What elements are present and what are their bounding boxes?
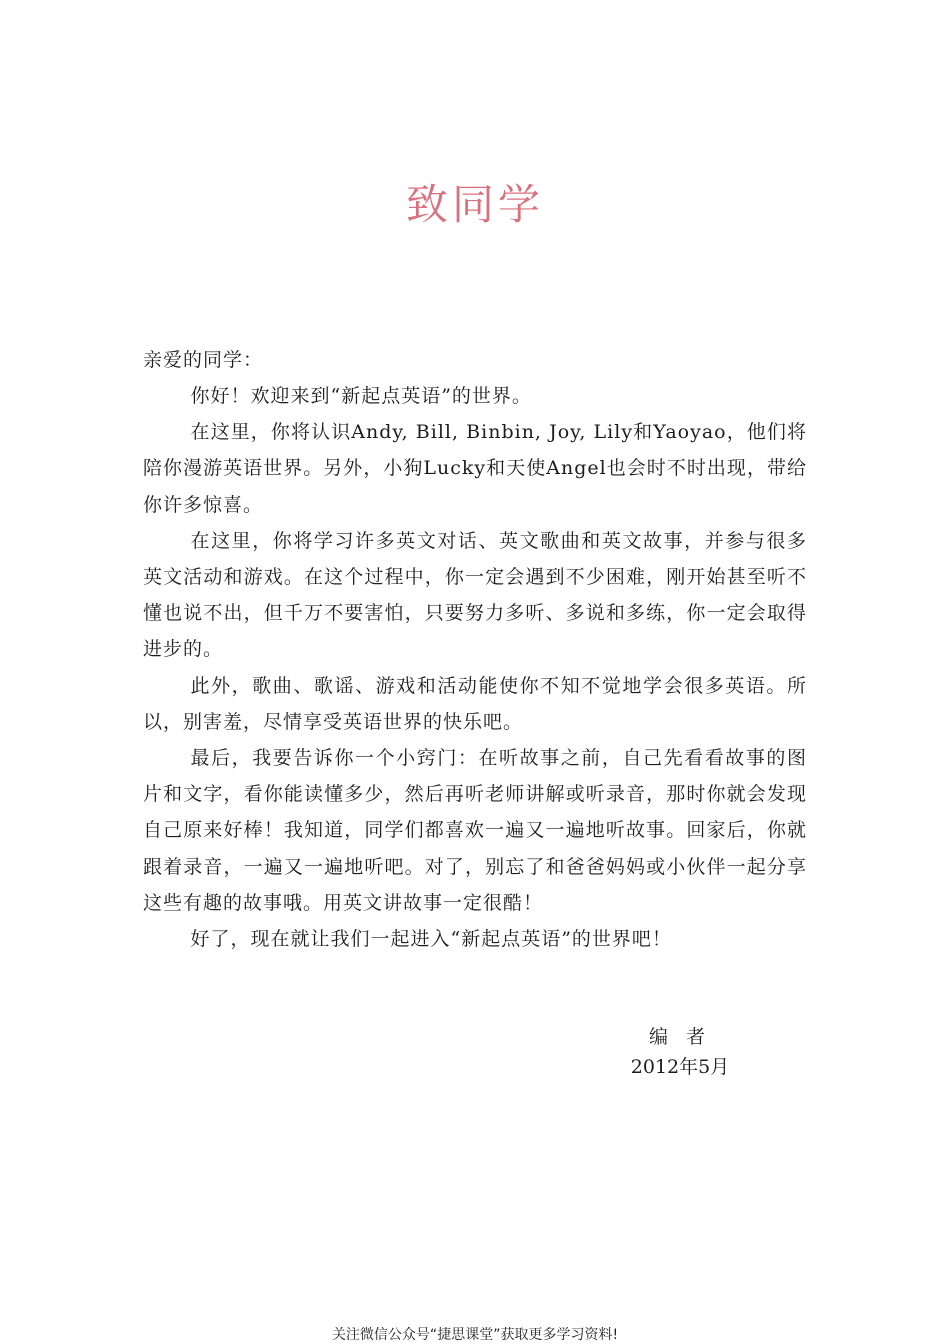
paragraph-learning: 在这里，你将学习许多英文对话、英文歌曲和英文故事，并参与很多英文活动和游戏。在这个过程中，你一定会遇到不少困难，刚开始甚至听不懂也说不出，但千万不要害怕，只要努力多听、多说和多练，你一定会取得进步的。 — [143, 529, 807, 661]
paragraph-welcome: 你好！欢迎来到“新起点英语”的世界。 — [190, 385, 532, 407]
letter-body — [143, 342, 807, 957]
paragraph-closing: 好了，现在就让我们一起进入“新起点英语”的世界吧！ — [190, 928, 672, 951]
greeting: 亲爱的同学： — [143, 349, 264, 371]
paragraph-tips: 最后，我要告诉你一个小窍门：在听故事之前，自己先看看故事的图片和文字，看你能读懂多少，然后再听老师讲解或听录音，那时你就会发现自己原来好棒！我知道，同学们都喜欢一遍又一遍地听故事。回家后，你就跟着录音，一遍又一遍地听吧。对了，别忘了和爸爸妈妈或小伙伴一起分享这些有趣的故事哦。用英文讲故事一定很酷！ — [143, 747, 807, 914]
paragraph-songs: 此外，歌曲、歌谣、游戏和活动能使你不知不觉地学会很多英语。所以，别害羞，尽情享受英语世界的快乐吧。 — [143, 674, 807, 733]
signature-author: 编者 — [648, 1026, 723, 1048]
signature-block — [600, 1022, 760, 1082]
page-title: 致同学 — [405, 180, 544, 229]
paragraph-characters: 在这里，你将认识Andy, Bill, Binbin, Joy, Lily和Yaoyao，他们将陪你漫游英语世界。另外，小狗Lucky和天使Angel也会时不时出现，带给你许多惊喜。 — [143, 421, 807, 516]
signature-date: 2012年5月 — [630, 1056, 730, 1078]
footer-note: 关注微信公众号“捷思课堂”获取更多学习资料! — [331, 1327, 619, 1343]
